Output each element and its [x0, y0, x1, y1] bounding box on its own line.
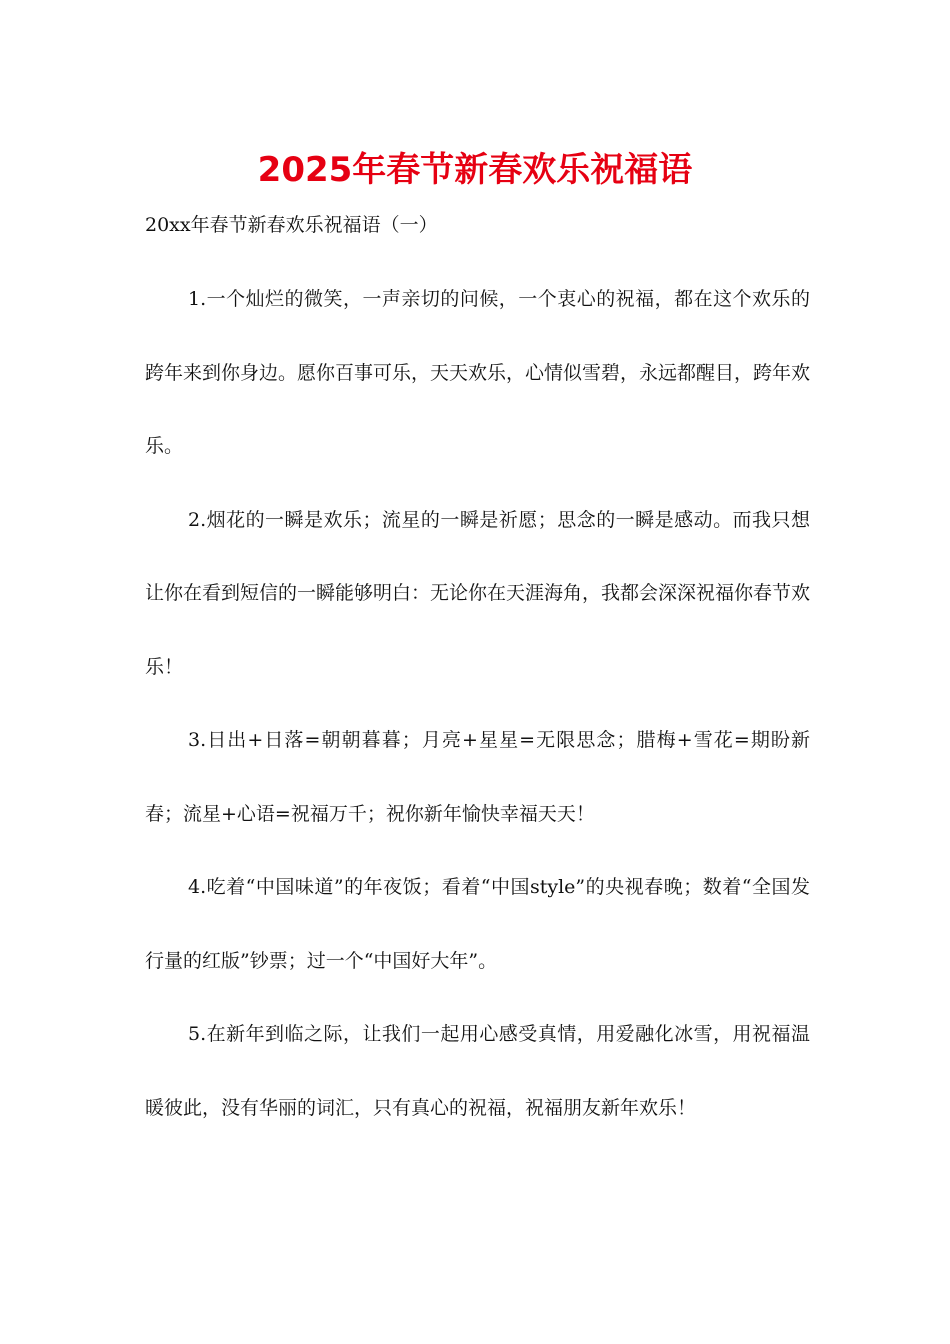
paragraph-3: 3.日出+日落=朝朝暮暮；月亮+星星=无限思念；腊梅+雪花=期盼新春；流星+心语=祝福万千；祝你新年愉快幸福天天！ [145, 729, 810, 825]
document-title: 2025年春节新春欢乐祝福语 [257, 150, 693, 190]
paragraph-5: 5.在新年到临之际，让我们一起用心感受真情，用爱融化冰雪，用祝福温暖彼此，没有华丽的词汇，只有真心的祝福，祝福朋友新年欢乐！ [145, 1023, 810, 1119]
paragraph-4: 4.吃着“中国味道”的年夜饭；看着“中国style”的央视春晚；数着“全国发行量的红版”钞票；过一个“中国好大年”。 [145, 876, 810, 972]
section-subtitle: 20xx年春节新春欢乐祝福语（一） [145, 214, 438, 236]
paragraph-1: 1.一个灿烂的微笑，一声亲切的问候，一个衷心的祝福，都在这个欢乐的跨年来到你身边。愿你百事可乐，天天欢乐，心情似雪碧，永远都醒目，跨年欢乐。 [145, 288, 811, 457]
paragraph-2: 2.烟花的一瞬是欢乐；流星的一瞬是祈愿；思念的一瞬是感动。而我只想让你在看到短信的一瞬能够明白：无论你在天涯海角，我都会深深祝福你春节欢乐！ [145, 508, 811, 678]
document-body [145, 263, 810, 1145]
